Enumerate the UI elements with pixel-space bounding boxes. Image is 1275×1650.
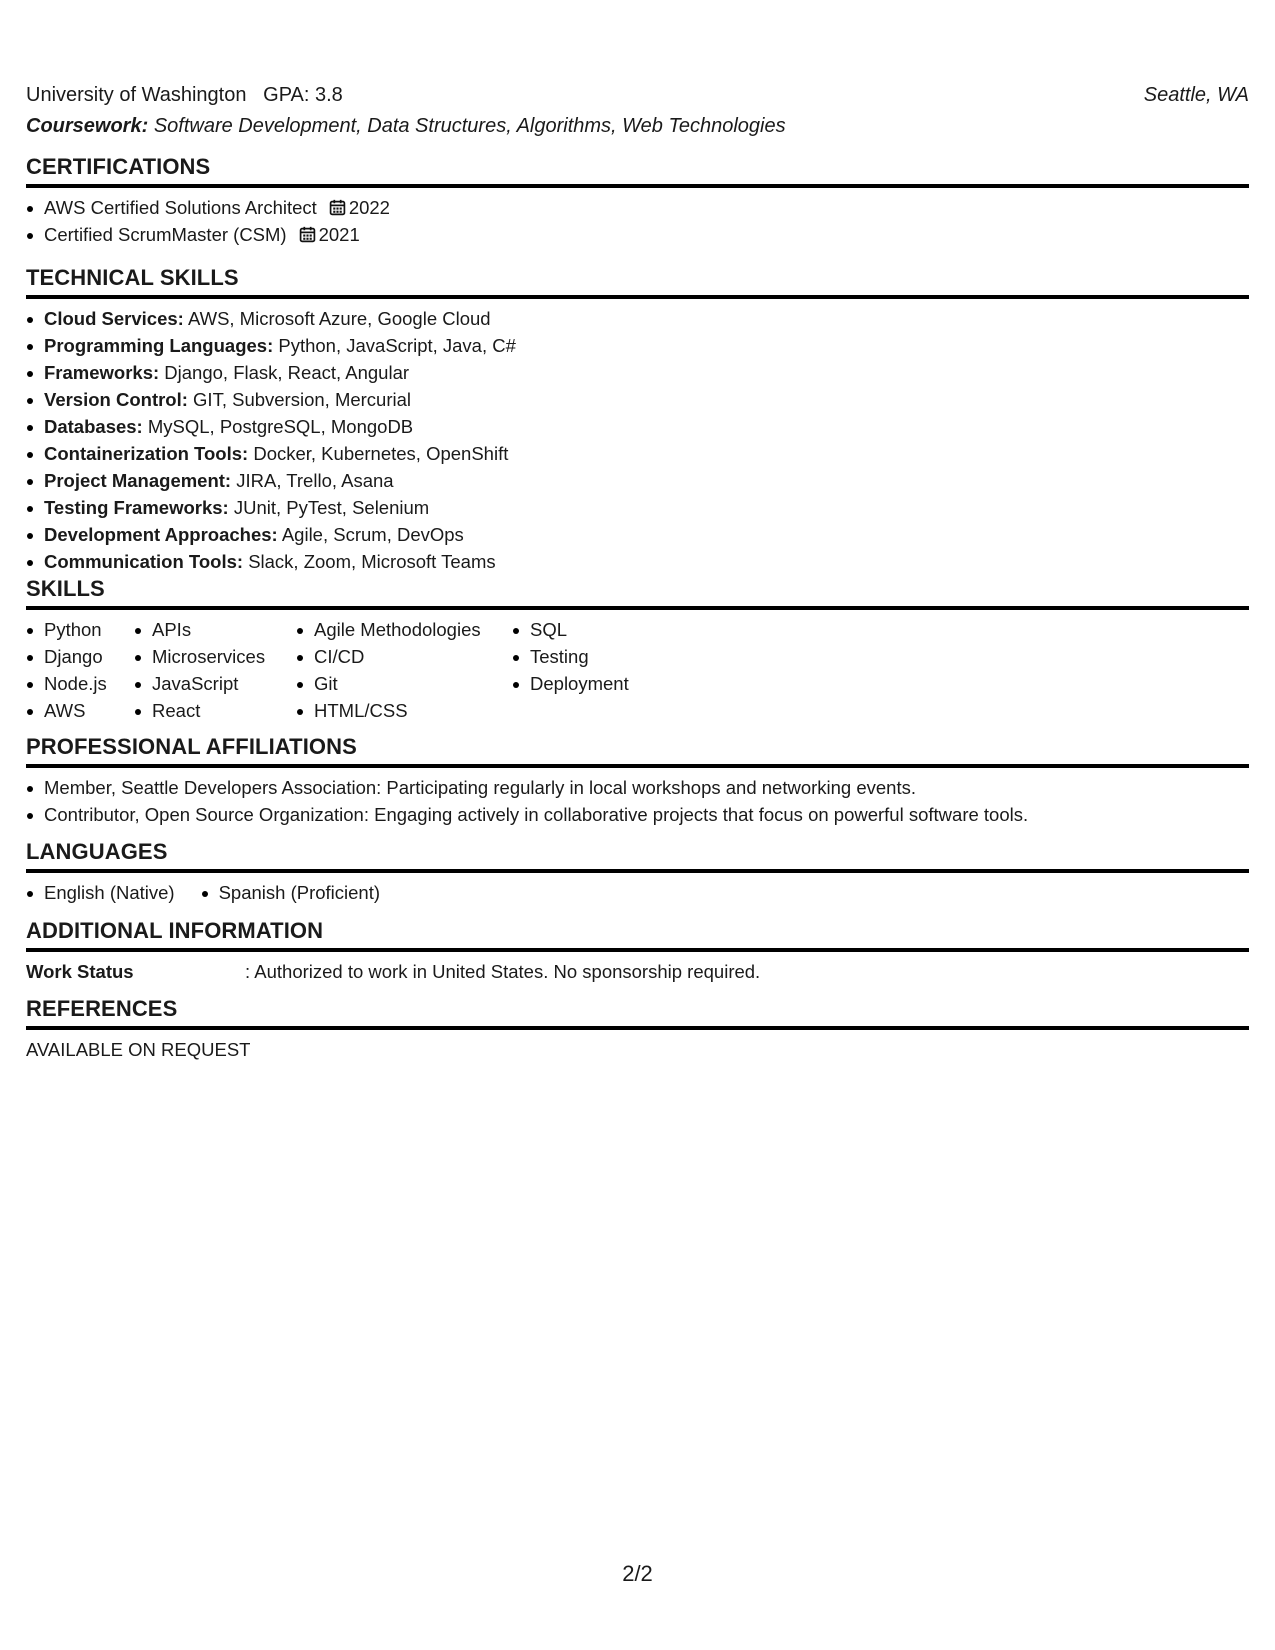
technical-skill-item [26,467,1249,494]
skill-values: Python, JavaScript, Java, C# [278,335,516,356]
skills-column [134,616,296,724]
page-number: 2/2 [622,1561,653,1586]
technical-skill-item [26,521,1249,548]
skill-item: JavaScript [134,670,296,697]
coursework-list: Software Development, Data Structures, Algorithms, Web Technologies [153,115,786,137]
skill-values: JIRA, Trello, Asana [236,470,394,491]
skill-category: Containerization Tools: [44,443,249,464]
certifications-section [26,153,1249,248]
skill-category: Project Management: [44,470,232,491]
technical-skill-item [26,413,1249,440]
skills-column [26,616,134,724]
language-item: Spanish (Proficient) [201,879,380,906]
skill-item: Git [296,670,512,697]
coursework [26,113,786,139]
certification-name: AWS Certified Solutions Architect [44,197,317,218]
technical-skills-section [26,264,1249,575]
skill-values: Slack, Zoom, Microsoft Teams [248,551,496,572]
language-item: English (Native) [26,879,175,906]
technical-skill-item [26,305,1249,332]
education-row [26,82,1249,108]
skills-section [26,575,1249,724]
skill-item: Django [26,643,134,670]
skill-item: Python [26,616,134,643]
skills-column [296,616,512,724]
languages-list [26,879,1249,906]
institution-name: University of Washington [26,84,247,106]
certification-year: 2021 [318,224,360,245]
references-section [26,995,1249,1063]
technical-skill-item [26,332,1249,359]
languages-heading: LANGUAGES [26,838,1249,873]
certification-name: Certified ScrumMaster (CSM) [44,224,287,245]
affiliation-item: Member, Seattle Developers Association: Participating regularly in local workshops and networking events. [26,774,1249,801]
skill-values: Agile, Scrum, DevOps [281,524,464,545]
skill-item: HTML/CSS [296,697,512,724]
certifications-list [26,194,1249,248]
technical-skill-item [26,494,1249,521]
skill-category: Frameworks: [44,362,160,383]
skill-item: Microservices [134,643,296,670]
additional-info-heading: ADDITIONAL INFORMATION [26,917,1249,952]
skill-category: Version Control: [44,389,188,410]
references-heading: REFERENCES [26,995,1249,1030]
skill-item: Deployment [512,670,662,697]
skill-values: GIT, Subversion, Mercurial [193,389,412,410]
affiliations-section [26,733,1249,828]
technical-skills-heading: TECHNICAL SKILLS [26,264,1249,299]
skill-item: Agile Methodologies [296,616,512,643]
technical-skill-item [26,548,1249,575]
technical-skill-item [26,386,1249,413]
certifications-heading: CERTIFICATIONS [26,153,1249,188]
skills-heading: SKILLS [26,575,1249,610]
skill-item: AWS [26,697,134,724]
skill-values: JUnit, PyTest, Selenium [233,497,430,518]
skill-category: Development Approaches: [44,524,278,545]
skill-category: Programming Languages: [44,335,274,356]
skill-values: Django, Flask, React, Angular [164,362,410,383]
work-status-value: : Authorized to work in United States. No sponsorship required. [245,961,761,982]
references-text: AVAILABLE ON REQUEST [26,1039,251,1060]
affiliations-heading: PROFESSIONAL AFFILIATIONS [26,733,1249,768]
coursework-label: Coursework: [26,115,149,137]
education-location: Seattle, WA [1143,84,1249,106]
education-institution-gpa [26,82,343,108]
skill-category: Testing Frameworks: [44,497,229,518]
languages-section [26,838,1249,906]
technical-skills-list [26,305,1249,575]
skill-item: Node.js [26,670,134,697]
calendar-icon [329,199,346,216]
skill-category: Cloud Services: [44,308,184,329]
skill-category: Communication Tools: [44,551,244,572]
affiliations-list [26,774,1249,828]
affiliation-item: Contributor, Open Source Organization: Engaging actively in collaborative projects that focus on powerful software tools. [26,801,1249,828]
skill-values: MySQL, PostgreSQL, MongoDB [147,416,414,437]
skill-item: APIs [134,616,296,643]
technical-skill-item [26,359,1249,386]
skill-item: CI/CD [296,643,512,670]
certification-year: 2022 [348,197,390,218]
skill-item: React [134,697,296,724]
skill-item: Testing [512,643,662,670]
work-status-label: Work Status [26,961,134,982]
certification-item [26,194,1249,221]
work-status-row [26,958,1249,985]
additional-info-section [26,917,1249,985]
gpa: GPA: 3.8 [263,84,343,106]
skill-values: Docker, Kubernetes, OpenShift [253,443,509,464]
skill-category: Databases: [44,416,143,437]
certification-item [26,221,1249,248]
technical-skill-item [26,440,1249,467]
calendar-icon [299,226,316,243]
skill-item: SQL [512,616,662,643]
skill-values: AWS, Microsoft Azure, Google Cloud [187,308,491,329]
skills-column [512,616,662,724]
skills-grid [26,616,1249,724]
